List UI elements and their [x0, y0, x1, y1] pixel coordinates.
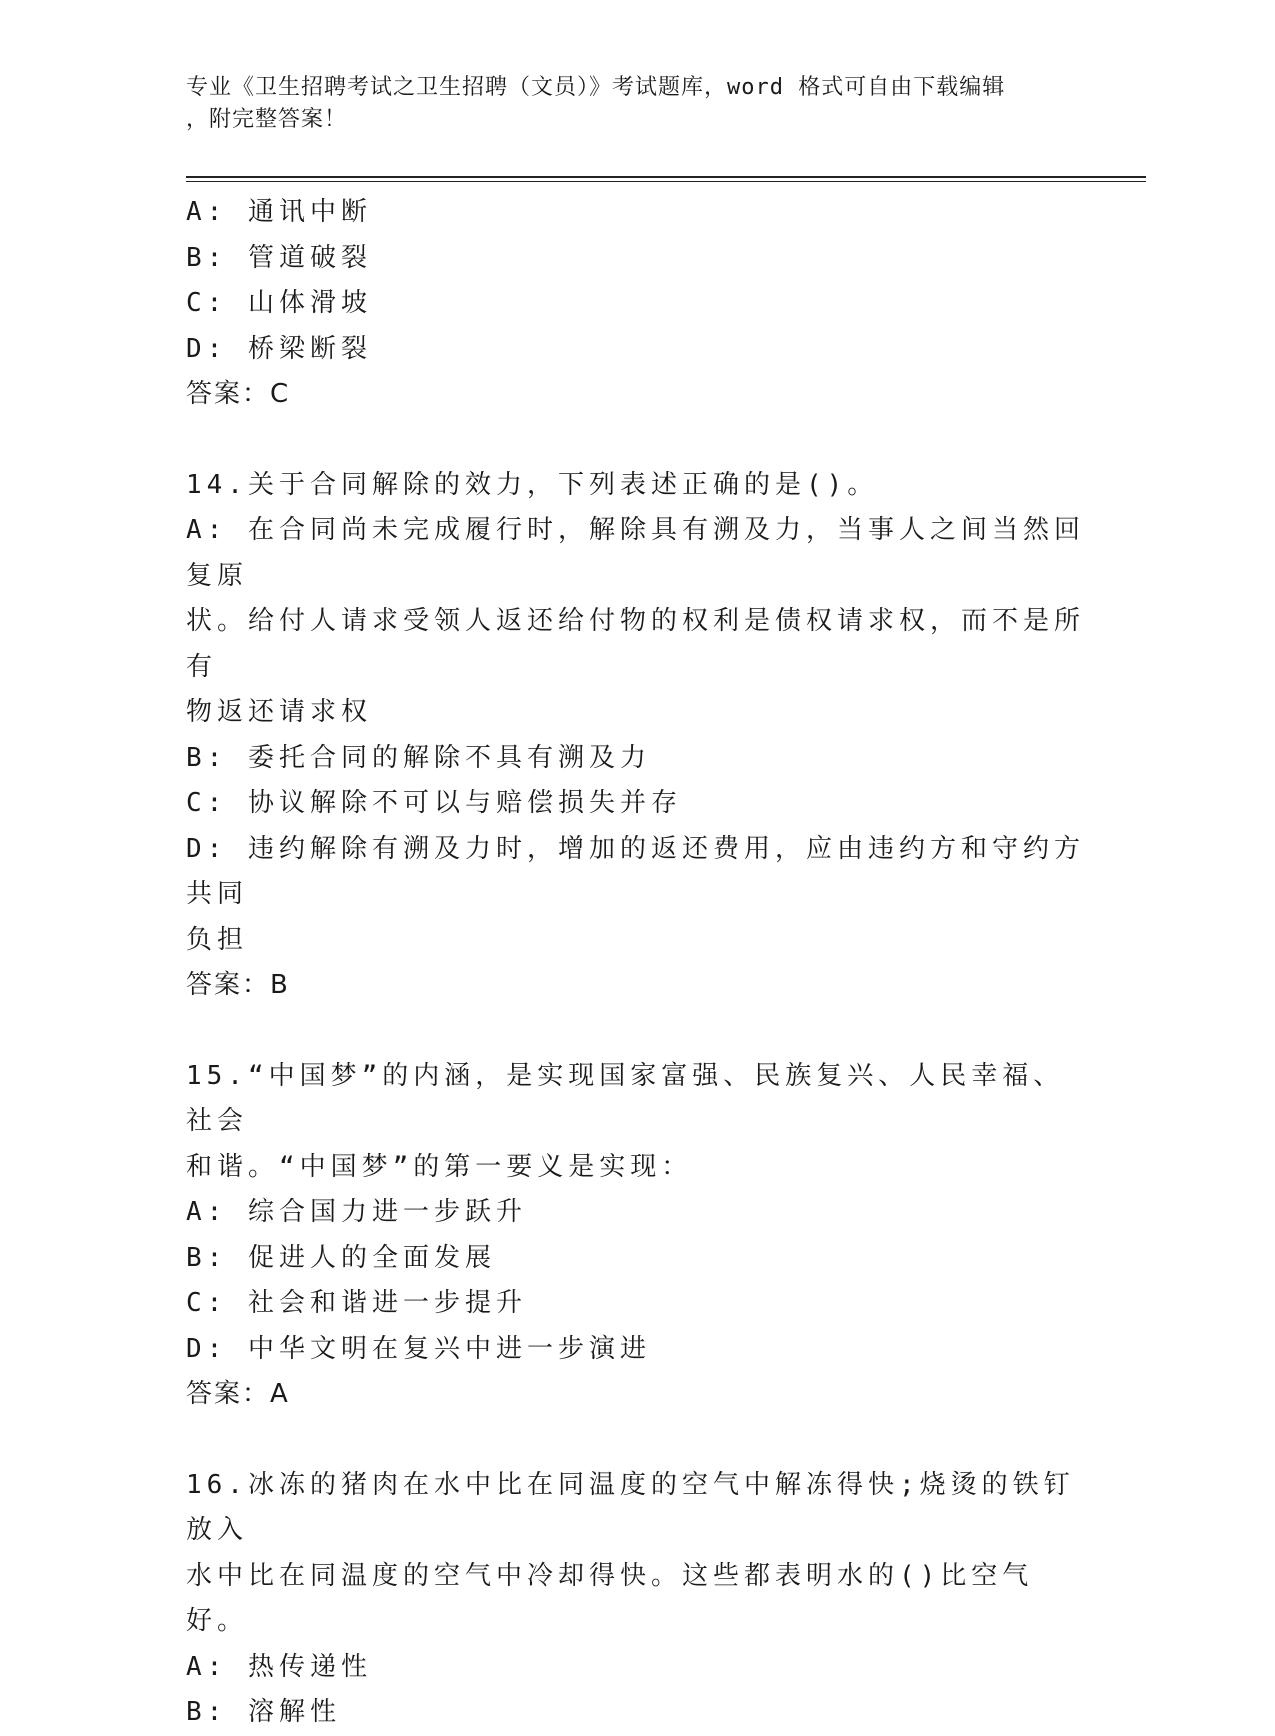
- question-16: [186, 1463, 1086, 1736]
- question-stem: 16.冰冻的猪肉在水中比在同温度的空气中解冻得快;烧烫的铁钉放入: [186, 1469, 1075, 1545]
- option-d: D: 中华文明在复兴中进一步演进: [186, 1333, 651, 1364]
- option-d: D: 桥梁断裂: [186, 333, 372, 364]
- answer: 答案：B: [186, 970, 290, 1000]
- header-line-2: ，附完整答案！: [186, 107, 348, 132]
- question-list: [186, 190, 1086, 1736]
- option-c: C: 山体滑坡: [186, 288, 372, 318]
- option-d: D: 违约解除有溯及力时，增加的返还费用，应由违约方和守约方共同: [186, 833, 1085, 909]
- option-a: A: 热传递性: [186, 1651, 372, 1682]
- question-15: [186, 1054, 1086, 1418]
- answer: 答案：A: [186, 1379, 290, 1409]
- question-13: [186, 190, 1086, 418]
- option-a-continued: 物返还请求权: [186, 697, 373, 727]
- option-b: B: 促进人的全面发展: [186, 1242, 496, 1273]
- question-stem: 15.“中国梦”的内涵，是实现国家富强、民族复兴、人民幸福、社会: [186, 1060, 1065, 1136]
- question-stem-continued: 和谐。“中国梦”的第一要义是实现：: [186, 1151, 693, 1182]
- header-line-1: 专业《卫生招聘考试之卫生招聘（文员）》考试题库，word 格式可自由下载编辑: [186, 75, 1006, 100]
- header-divider: [186, 176, 1146, 182]
- option-c: C: 协议解除不可以与赔偿损失并存: [186, 788, 682, 818]
- option-a: A: 综合国力进一步跃升: [186, 1197, 527, 1227]
- option-b: B: 管道破裂: [186, 242, 372, 273]
- option-d-continued: 负担: [186, 924, 249, 955]
- option-a: A: 在合同尚未完成履行时，解除具有溯及力，当事人之间当然回复原: [186, 515, 1085, 591]
- question-spacer: [186, 1418, 1086, 1463]
- option-a-continued: 状。给付人请求受领人返还给付物的权利是债权请求权，而不是所有: [186, 606, 1086, 682]
- option-a: A: 通讯中断: [186, 197, 372, 227]
- option-c: C: 社会和谐进一步提升: [186, 1288, 527, 1318]
- answer: 答案：C: [186, 379, 291, 409]
- question-spacer: [186, 1009, 1086, 1054]
- question-stem: 14.关于合同解除的效力，下列表述正确的是()。: [186, 469, 879, 500]
- option-b: B: 委托合同的解除不具有溯及力: [186, 742, 651, 773]
- question-14: [186, 463, 1086, 1009]
- question-spacer: [186, 418, 1086, 463]
- option-b: B: 溶解性: [186, 1697, 341, 1727]
- question-stem-continued: 水中比在同温度的空气中冷却得快。这些都表明水的()比空气好。: [186, 1560, 1034, 1636]
- document-header: [186, 72, 1066, 136]
